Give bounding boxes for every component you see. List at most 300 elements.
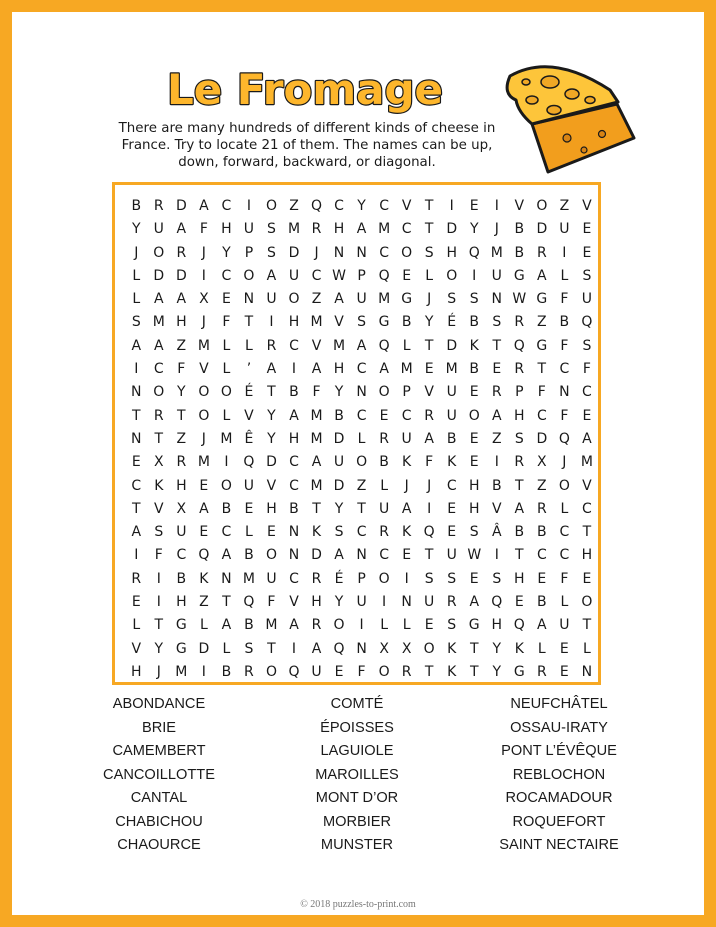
grid-letter[interactable]: L — [245, 337, 253, 354]
grid-letter[interactable]: O — [265, 198, 277, 214]
grid-letter[interactable]: E — [267, 524, 276, 541]
grid-letter[interactable]: H — [176, 477, 187, 494]
grid-letter[interactable]: N — [131, 384, 142, 401]
grid-letter[interactable]: O — [198, 384, 210, 401]
grid-letter[interactable]: Y — [334, 384, 344, 401]
grid-letter[interactable]: I — [291, 361, 297, 378]
grid-letter[interactable]: I — [494, 454, 499, 471]
grid-letter[interactable]: Q — [581, 314, 593, 331]
grid-letter[interactable]: U — [401, 430, 412, 447]
grid-letter[interactable]: N — [288, 524, 300, 541]
grid-letter[interactable]: J — [494, 221, 499, 238]
grid-letter[interactable]: O — [581, 594, 593, 611]
grid-letter[interactable]: M — [310, 430, 323, 447]
grid-letter[interactable]: O — [468, 407, 480, 424]
grid-letter[interactable]: O — [198, 407, 210, 424]
grid-letter[interactable]: J — [201, 314, 206, 331]
grid-letter[interactable]: J — [427, 477, 432, 494]
grid-letter[interactable]: F — [154, 547, 163, 564]
grid-letter[interactable]: W — [332, 267, 346, 284]
grid-letter[interactable]: X — [401, 640, 412, 657]
grid-letter[interactable]: K — [311, 524, 322, 541]
grid-letter[interactable]: A — [221, 617, 232, 634]
grid-letter[interactable]: E — [131, 594, 141, 611]
grid-letter[interactable]: E — [582, 407, 592, 424]
grid-letter[interactable]: L — [222, 640, 231, 657]
grid-letter[interactable]: H — [446, 244, 457, 261]
grid-letter[interactable]: A — [131, 337, 142, 354]
grid-letter[interactable]: E — [514, 594, 524, 611]
grid-letter[interactable]: L — [132, 291, 141, 308]
grid-letter[interactable]: N — [131, 430, 142, 447]
grid-letter[interactable]: F — [267, 594, 276, 611]
grid-letter[interactable]: B — [514, 524, 525, 541]
grid-letter[interactable]: L — [560, 267, 569, 284]
grid-letter[interactable]: K — [514, 640, 524, 657]
grid-letter[interactable]: J — [156, 663, 161, 680]
grid-letter[interactable]: L — [402, 617, 411, 634]
grid-letter[interactable]: Y — [267, 407, 276, 424]
grid-letter[interactable]: Q — [513, 617, 525, 634]
grid-letter[interactable]: O — [378, 384, 390, 401]
grid-letter[interactable]: U — [311, 663, 322, 680]
grid-letter[interactable]: L — [560, 594, 569, 611]
grid-letter[interactable]: D — [266, 454, 277, 471]
grid-letter[interactable]: L — [582, 640, 591, 657]
grid-letter[interactable]: R — [153, 198, 164, 214]
grid-letter[interactable]: L — [132, 267, 141, 284]
grid-letter[interactable]: U — [266, 570, 277, 587]
grid-letter[interactable]: K — [447, 454, 457, 471]
grid-letter[interactable]: V — [311, 337, 322, 354]
grid-letter[interactable]: S — [334, 524, 344, 541]
grid-letter[interactable]: R — [514, 314, 525, 331]
grid-letter[interactable]: C — [446, 477, 457, 494]
grid-letter[interactable]: Y — [131, 221, 141, 238]
grid-letter[interactable]: R — [131, 570, 142, 587]
grid-letter[interactable]: L — [560, 500, 569, 517]
grid-letter[interactable]: V — [266, 477, 277, 494]
grid-letter[interactable]: T — [222, 594, 231, 611]
grid-letter[interactable]: I — [382, 594, 387, 611]
grid-letter[interactable]: T — [537, 361, 547, 378]
grid-letter[interactable]: T — [424, 337, 434, 354]
grid-letter[interactable]: V — [334, 314, 344, 331]
grid-letter[interactable]: L — [380, 477, 389, 494]
grid-letter[interactable]: D — [446, 337, 458, 354]
grid-letter[interactable]: R — [536, 500, 547, 517]
grid-letter[interactable]: U — [424, 594, 435, 611]
grid-letter[interactable]: I — [224, 454, 229, 471]
grid-letter[interactable]: Q — [378, 267, 390, 284]
grid-letter[interactable]: D — [311, 547, 322, 564]
grid-letter[interactable]: A — [491, 407, 502, 424]
grid-letter[interactable]: C — [221, 267, 232, 284]
grid-letter[interactable]: X — [199, 291, 209, 308]
grid-letter[interactable]: X — [379, 640, 389, 657]
grid-letter[interactable]: J — [427, 291, 432, 308]
grid-letter[interactable]: Z — [199, 594, 209, 611]
grid-letter[interactable]: R — [244, 663, 254, 680]
grid-letter[interactable]: I — [359, 617, 364, 634]
grid-letter[interactable]: R — [491, 384, 502, 401]
grid-letter[interactable]: T — [515, 547, 524, 564]
grid-letter[interactable]: Q — [198, 547, 210, 564]
grid-letter[interactable]: H — [288, 314, 300, 331]
grid-letter[interactable]: B — [334, 407, 344, 424]
grid-letter[interactable]: U — [243, 221, 255, 238]
grid-letter[interactable]: C — [334, 198, 344, 214]
grid-letter[interactable]: J — [201, 430, 206, 447]
grid-letter[interactable]: D — [175, 198, 187, 214]
grid-letter[interactable]: G — [513, 663, 525, 680]
grid-letter[interactable]: V — [514, 198, 525, 214]
grid-letter[interactable]: B — [537, 524, 547, 541]
grid-letter[interactable]: O — [243, 267, 255, 284]
grid-letter[interactable]: I — [404, 570, 409, 587]
grid-letter[interactable]: R — [536, 244, 547, 261]
grid-letter[interactable]: A — [176, 291, 187, 308]
grid-letter[interactable]: H — [131, 663, 142, 680]
grid-letter[interactable]: V — [131, 640, 142, 657]
grid-letter[interactable]: C — [176, 547, 187, 564]
grid-letter[interactable]: B — [514, 221, 525, 238]
grid-letter[interactable]: O — [423, 640, 435, 657]
grid-letter[interactable]: B — [244, 547, 254, 564]
grid-letter[interactable]: A — [154, 291, 164, 308]
grid-letter[interactable]: C — [582, 500, 592, 517]
grid-letter[interactable]: V — [424, 384, 434, 401]
grid-letter[interactable]: U — [446, 384, 457, 401]
grid-letter[interactable]: M — [265, 617, 278, 634]
grid-letter[interactable]: Q — [513, 337, 525, 354]
grid-letter[interactable]: D — [446, 221, 458, 238]
grid-letter[interactable]: E — [379, 407, 389, 424]
grid-letter[interactable]: C — [289, 337, 299, 354]
grid-letter[interactable]: D — [198, 640, 210, 657]
grid-letter[interactable]: H — [514, 407, 525, 424]
grid-letter[interactable]: A — [289, 407, 299, 424]
grid-letter[interactable]: Y — [334, 594, 344, 611]
grid-letter[interactable]: M — [333, 337, 346, 354]
grid-letter[interactable]: L — [222, 337, 231, 354]
grid-letter[interactable]: C — [289, 454, 299, 471]
grid-letter[interactable]: S — [154, 524, 164, 541]
grid-letter[interactable]: S — [492, 570, 502, 587]
grid-letter[interactable]: T — [312, 500, 321, 517]
grid-letter[interactable]: R — [176, 454, 187, 471]
grid-letter[interactable]: N — [581, 663, 593, 680]
grid-letter[interactable]: T — [424, 663, 434, 680]
grid-letter[interactable]: A — [401, 500, 412, 517]
grid-letter[interactable]: B — [469, 361, 480, 378]
grid-letter[interactable]: O — [265, 547, 277, 564]
grid-letter[interactable]: I — [134, 361, 139, 378]
grid-letter[interactable]: S — [469, 291, 479, 308]
grid-letter[interactable]: T — [424, 221, 434, 238]
grid-letter[interactable]: A — [537, 617, 547, 634]
grid-letter[interactable]: A — [334, 547, 344, 564]
grid-letter[interactable]: L — [199, 617, 208, 634]
grid-letter[interactable]: A — [199, 198, 209, 214]
grid-letter[interactable]: H — [514, 570, 525, 587]
grid-letter[interactable]: C — [311, 267, 322, 284]
grid-letter[interactable]: H — [288, 430, 300, 447]
grid-letter[interactable]: J — [201, 244, 206, 261]
grid-letter[interactable]: K — [447, 640, 457, 657]
grid-letter[interactable]: T — [244, 314, 254, 331]
grid-letter[interactable]: R — [401, 663, 412, 680]
grid-letter[interactable]: J — [134, 244, 139, 261]
grid-letter[interactable]: A — [334, 291, 344, 308]
grid-letter[interactable]: H — [266, 500, 277, 517]
grid-letter[interactable]: B — [221, 500, 232, 517]
grid-letter[interactable]: H — [311, 594, 322, 611]
grid-letter[interactable]: O — [536, 198, 548, 214]
grid-letter[interactable]: K — [402, 524, 412, 541]
grid-letter[interactable]: T — [267, 640, 276, 657]
grid-letter[interactable]: E — [559, 640, 569, 657]
grid-letter[interactable]: A — [311, 361, 322, 378]
grid-letter[interactable]: H — [221, 221, 232, 238]
grid-letter[interactable]: B — [537, 594, 547, 611]
grid-letter[interactable]: C — [356, 407, 367, 424]
grid-letter[interactable]: D — [536, 221, 548, 238]
grid-letter[interactable]: V — [199, 361, 209, 378]
grid-letter[interactable]: E — [402, 267, 412, 284]
grid-letter[interactable]: T — [357, 500, 366, 517]
grid-letter[interactable]: I — [201, 663, 206, 680]
grid-letter[interactable]: U — [356, 291, 367, 308]
grid-letter[interactable]: N — [333, 244, 345, 261]
grid-letter[interactable]: P — [402, 384, 411, 401]
grid-letter[interactable]: H — [468, 477, 480, 494]
grid-letter[interactable]: E — [582, 570, 592, 587]
grid-letter[interactable]: Q — [243, 454, 255, 471]
grid-letter[interactable]: V — [582, 198, 592, 214]
grid-letter[interactable]: S — [469, 524, 479, 541]
grid-letter[interactable]: D — [288, 244, 300, 261]
grid-letter[interactable]: J — [562, 454, 567, 471]
grid-letter[interactable]: G — [536, 337, 548, 354]
grid-letter[interactable]: U — [176, 524, 187, 541]
grid-letter[interactable]: L — [357, 430, 366, 447]
grid-letter[interactable]: T — [469, 640, 479, 657]
grid-letter[interactable]: U — [559, 617, 570, 634]
grid-letter[interactable]: A — [514, 500, 525, 517]
grid-letter[interactable]: K — [447, 663, 457, 680]
grid-letter[interactable]: A — [289, 617, 299, 634]
grid-letter[interactable]: K — [154, 477, 164, 494]
grid-letter[interactable]: A — [311, 640, 322, 657]
grid-letter[interactable]: B — [289, 384, 299, 401]
grid-letter[interactable]: O — [558, 477, 570, 494]
grid-letter[interactable]: O — [446, 267, 458, 284]
grid-letter[interactable]: H — [581, 547, 593, 564]
grid-letter[interactable]: N — [356, 640, 367, 657]
grid-letter[interactable]: I — [562, 244, 567, 261]
grid-letter[interactable]: N — [221, 570, 232, 587]
grid-letter[interactable]: E — [199, 524, 209, 541]
grid-letter[interactable]: O — [356, 454, 368, 471]
grid-letter[interactable]: E — [469, 570, 479, 587]
grid-letter[interactable]: O — [288, 291, 300, 308]
grid-letter[interactable]: R — [379, 524, 389, 541]
grid-letter[interactable]: A — [379, 361, 389, 378]
grid-letter[interactable]: ’ — [246, 361, 252, 378]
grid-letter[interactable]: O — [153, 384, 165, 401]
grid-letter[interactable]: V — [244, 407, 254, 424]
grid-letter[interactable]: D — [333, 430, 345, 447]
grid-letter[interactable]: I — [134, 547, 139, 564]
grid-letter[interactable]: C — [221, 524, 232, 541]
grid-letter[interactable]: C — [559, 361, 570, 378]
grid-letter[interactable]: M — [220, 430, 233, 447]
grid-letter[interactable]: C — [131, 477, 142, 494]
grid-letter[interactable]: G — [468, 617, 480, 634]
grid-letter[interactable]: O — [378, 570, 390, 587]
grid-letter[interactable]: F — [560, 407, 569, 424]
grid-letter[interactable]: K — [199, 570, 209, 587]
grid-letter[interactable]: Q — [311, 198, 323, 214]
grid-letter[interactable]: G — [378, 314, 390, 331]
grid-letter[interactable]: M — [378, 221, 391, 238]
grid-letter[interactable]: E — [131, 454, 141, 471]
grid-letter[interactable]: R — [446, 594, 457, 611]
grid-letter[interactable]: E — [447, 524, 457, 541]
grid-letter[interactable]: M — [400, 361, 413, 378]
grid-letter[interactable]: Q — [491, 594, 503, 611]
grid-letter[interactable]: Z — [537, 477, 547, 494]
grid-letter[interactable]: I — [156, 594, 161, 611]
grid-letter[interactable]: A — [131, 524, 142, 541]
grid-letter[interactable]: C — [289, 477, 299, 494]
grid-letter[interactable]: U — [559, 221, 570, 238]
grid-letter[interactable]: F — [177, 361, 186, 378]
grid-letter[interactable]: M — [445, 361, 458, 378]
grid-letter[interactable]: C — [559, 524, 570, 541]
grid-letter[interactable]: C — [536, 407, 547, 424]
grid-letter[interactable]: V — [154, 500, 164, 517]
grid-letter[interactable]: I — [494, 198, 499, 214]
grid-letter[interactable]: H — [491, 617, 503, 634]
grid-letter[interactable]: R — [379, 430, 389, 447]
grid-letter[interactable]: E — [424, 361, 434, 378]
grid-letter[interactable]: C — [379, 244, 389, 261]
grid-letter[interactable]: Z — [176, 430, 187, 447]
grid-letter[interactable]: A — [154, 337, 164, 354]
grid-letter[interactable]: L — [245, 524, 253, 541]
grid-letter[interactable]: B — [491, 477, 502, 494]
grid-letter[interactable]: Â — [491, 524, 502, 541]
grid-letter[interactable]: Q — [558, 430, 570, 447]
grid-letter[interactable]: T — [267, 384, 276, 401]
grid-letter[interactable]: E — [469, 454, 479, 471]
grid-letter[interactable]: H — [468, 500, 480, 517]
grid-letter[interactable]: S — [514, 430, 524, 447]
grid-letter[interactable]: R — [266, 337, 277, 354]
grid-letter[interactable]: W — [512, 291, 527, 308]
grid-letter[interactable]: M — [152, 314, 165, 331]
grid-letter[interactable]: B — [401, 314, 412, 331]
grid-letter[interactable]: H — [176, 594, 187, 611]
grid-letter[interactable]: N — [288, 547, 300, 564]
grid-letter[interactable]: V — [491, 500, 502, 517]
grid-letter[interactable]: M — [310, 314, 323, 331]
grid-letter[interactable]: N — [356, 547, 367, 564]
grid-letter[interactable]: G — [513, 267, 525, 284]
grid-letter[interactable]: B — [289, 500, 299, 517]
grid-letter[interactable]: I — [494, 547, 499, 564]
grid-letter[interactable]: V — [289, 594, 299, 611]
grid-letter[interactable]: S — [582, 337, 592, 354]
grid-letter[interactable]: E — [469, 430, 479, 447]
grid-letter[interactable]: N — [356, 384, 367, 401]
grid-letter[interactable]: U — [266, 291, 277, 308]
grid-letter[interactable]: T — [424, 547, 434, 564]
grid-letter[interactable]: U — [243, 477, 255, 494]
grid-letter[interactable]: C — [559, 547, 570, 564]
grid-letter[interactable]: V — [582, 477, 592, 494]
grid-letter[interactable]: X — [537, 454, 547, 471]
grid-letter[interactable]: A — [582, 430, 592, 447]
grid-letter[interactable]: C — [582, 384, 592, 401]
grid-letter[interactable]: I — [291, 640, 297, 657]
grid-letter[interactable]: T — [582, 617, 592, 634]
grid-letter[interactable]: U — [446, 547, 457, 564]
grid-letter[interactable]: Y — [424, 314, 434, 331]
grid-letter[interactable]: B — [559, 314, 570, 331]
grid-letter[interactable]: L — [425, 267, 434, 284]
grid-letter[interactable]: D — [175, 267, 187, 284]
grid-letter[interactable]: S — [447, 570, 457, 587]
grid-letter[interactable]: Z — [356, 477, 367, 494]
grid-letter[interactable]: M — [490, 244, 503, 261]
grid-letter[interactable]: B — [221, 663, 232, 680]
grid-letter[interactable]: Y — [492, 663, 502, 680]
grid-letter[interactable]: E — [582, 221, 592, 238]
grid-letter[interactable]: I — [156, 570, 161, 587]
grid-letter[interactable]: T — [131, 407, 141, 424]
grid-letter[interactable]: É — [244, 384, 254, 401]
grid-letter[interactable]: U — [378, 500, 390, 517]
grid-letter[interactable]: O — [220, 384, 232, 401]
grid-letter[interactable]: M — [242, 570, 255, 587]
grid-letter[interactable]: A — [537, 267, 547, 284]
grid-letter[interactable]: O — [378, 663, 390, 680]
grid-letter[interactable]: C — [379, 547, 389, 564]
grid-letter[interactable]: Q — [333, 640, 345, 657]
grid-letter[interactable]: S — [244, 640, 254, 657]
grid-letter[interactable]: S — [131, 314, 141, 331]
grid-letter[interactable]: Ê — [244, 430, 254, 447]
grid-letter[interactable]: F — [199, 221, 208, 238]
grid-letter[interactable]: I — [449, 198, 454, 214]
grid-letter[interactable]: E — [537, 570, 547, 587]
grid-letter[interactable]: F — [537, 384, 546, 401]
grid-letter[interactable]: Y — [469, 221, 479, 238]
grid-letter[interactable]: A — [221, 547, 232, 564]
grid-letter[interactable]: Q — [423, 524, 435, 541]
grid-letter[interactable]: K — [402, 454, 412, 471]
grid-letter[interactable]: N — [491, 291, 502, 308]
grid-letter[interactable]: O — [333, 617, 345, 634]
grid-letter[interactable]: M — [197, 454, 210, 471]
grid-letter[interactable]: I — [269, 314, 274, 331]
grid-letter[interactable]: C — [536, 547, 547, 564]
grid-letter[interactable]: C — [356, 361, 367, 378]
grid-letter[interactable]: H — [176, 314, 187, 331]
